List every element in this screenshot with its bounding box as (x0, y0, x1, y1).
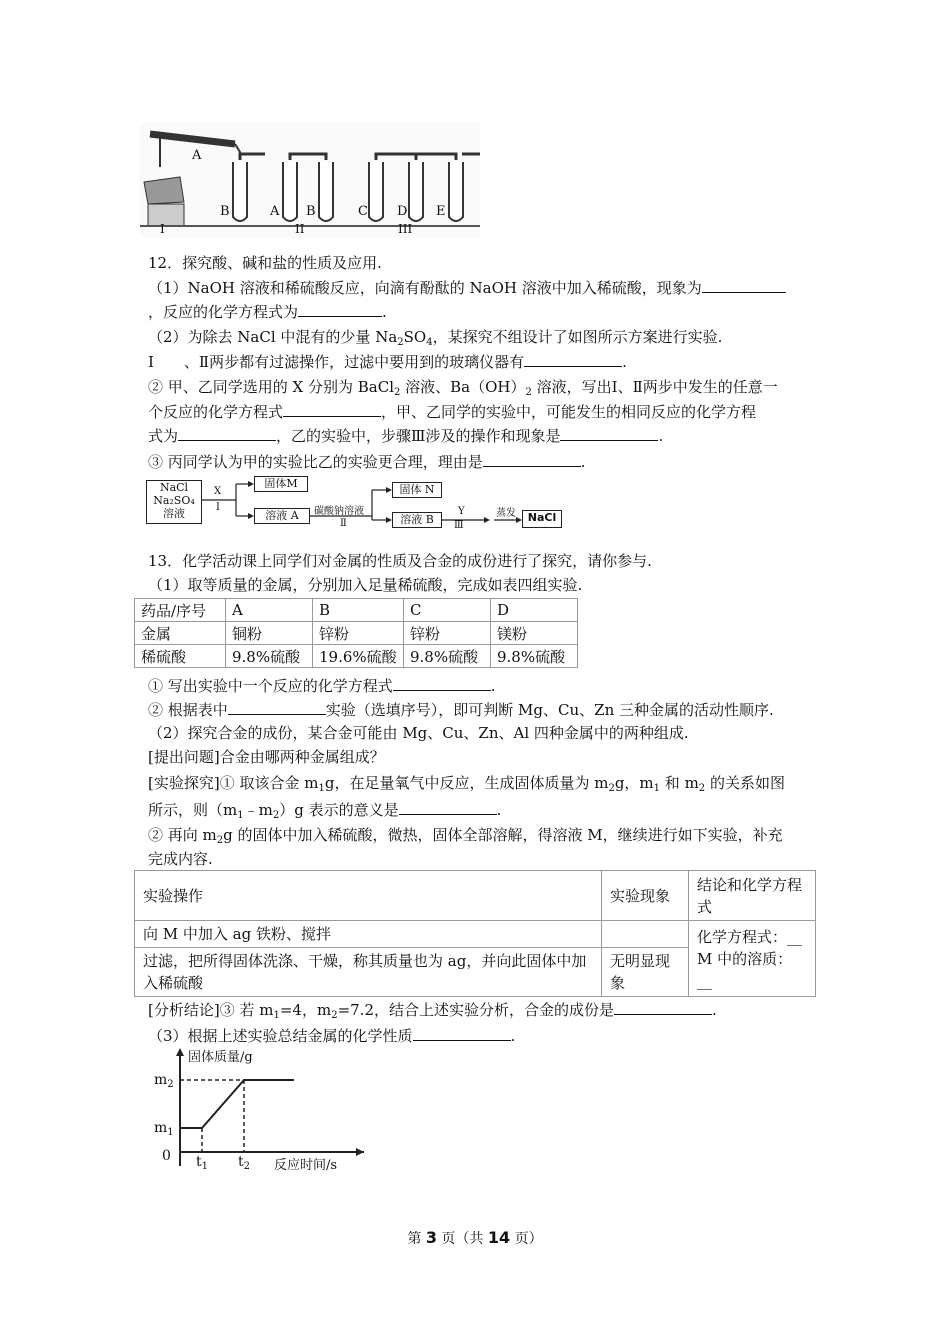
q13-ask (148, 746, 385, 768)
origin-label: 0 (162, 1148, 171, 1164)
table-cell: B (313, 599, 404, 622)
table-cell: 金属 (135, 622, 226, 645)
table-row (135, 871, 816, 921)
table-cell: 锌粉 (404, 622, 491, 645)
t: g 的固体中加入稀硫酸，微热，固体全部溶解，得溶液 M，继续进行如下实验，补充 (223, 826, 783, 844)
subscript: 1 (653, 783, 661, 794)
label-b2: B (306, 204, 316, 219)
step-i: Ⅰ (216, 502, 220, 513)
subscript: 2 (397, 337, 404, 348)
reagent-y: Y (458, 506, 465, 517)
q12-p1b-text: ，反应的化学方程式为 (148, 303, 299, 321)
q13-ask-text: [提出问题]合金由哪两种金属组成？ (148, 748, 385, 766)
start-nacl: NaCl (159, 481, 189, 494)
t: 的关系如图 (705, 774, 785, 792)
page-number: 3 (425, 1228, 437, 1247)
sodium-carbonate-label: 碳酸钠溶液 (314, 506, 364, 517)
period: . (382, 303, 387, 321)
metals-table (134, 598, 578, 668)
solution-b-box: 溶液 B (392, 512, 442, 528)
m1-label (154, 1120, 174, 1138)
footer-text: 第 (407, 1231, 426, 1247)
table-cell: 向 M 中加入 ag 铁粉、搅拌 (135, 921, 602, 948)
table-cell: 19.6%硫酸 (313, 645, 404, 668)
t: =4，m (279, 1001, 332, 1019)
q12-title-text: 12．探究酸、碱和盐的性质及应用. (148, 254, 382, 272)
q12-s2-cont (148, 400, 756, 423)
y-arrow (176, 1048, 184, 1056)
q13-p2-text: （2）探究合金的成份，某合金可能由 Mg、Cu、Zn、Al 四种金属中的两种组成. (148, 724, 689, 742)
period: . (712, 1001, 717, 1019)
table-cell: 铜粉 (226, 622, 313, 645)
evaporate-label: 蒸发 (496, 508, 516, 519)
subscript: 2 (394, 387, 401, 398)
q12-s2g-text: ，乙的实验中，步骤Ⅲ涉及的操作和现象是 (276, 427, 561, 445)
q13-q2 (148, 698, 774, 721)
q12-s2d-text: 个反应的化学方程式 (148, 403, 284, 421)
apparatus-drawing (140, 122, 480, 238)
t: g，m (614, 774, 654, 792)
start-box (146, 480, 202, 524)
blank[interactable] (560, 424, 658, 441)
table-cell: 锌粉 (313, 622, 404, 645)
q13-p1 (148, 574, 582, 596)
blank[interactable] (413, 1024, 511, 1041)
group-ii: II (295, 222, 305, 236)
flow-diagram (144, 474, 564, 532)
table-cell: 实验现象 (602, 871, 689, 921)
subscript: 2 (608, 783, 615, 794)
q12-s1-text: Ⅰ 、Ⅱ两步都有过滤操作，过滤中要用到的玻璃仪器有 (148, 353, 525, 371)
q12-s2-text: ② 甲、乙同学选用的 X 分别为 BaCl (148, 378, 394, 396)
t: [实验探究]① 取该合金 m (148, 774, 319, 792)
blank[interactable] (483, 450, 581, 467)
period: . (658, 427, 664, 445)
t-text: t (196, 1154, 202, 1170)
q12-s2c-text: 溶液，写出Ⅰ、Ⅱ两步中发生的任意一 (531, 378, 778, 396)
experiment-table (134, 870, 816, 997)
q13-q2-text: ② 根据表中 (148, 701, 228, 719)
period: . (580, 453, 586, 471)
subscript: 1 (273, 1010, 280, 1021)
subscript: 2 (698, 783, 706, 794)
period: . (510, 1027, 516, 1045)
equation-blank[interactable]: 化学方程式：__ (697, 927, 803, 946)
page-footer (0, 1228, 950, 1248)
subscript: 1 (237, 810, 244, 821)
period: . (496, 801, 502, 819)
q12-s1 (148, 350, 627, 373)
table-cell: 无明显现象 (602, 948, 689, 997)
table-row (135, 921, 816, 948)
q12-p1-cont (148, 300, 387, 323)
table-cell: 9.8%硫酸 (491, 645, 578, 668)
t: 完成内容. (148, 850, 213, 868)
label-b1: B (220, 204, 230, 219)
start-na2so4: Na₂SO₄ (153, 494, 195, 507)
t: ）g 表示的意义是 (279, 801, 399, 819)
step-iii: Ⅲ (454, 520, 464, 531)
table-row (135, 645, 578, 668)
t-text: t (238, 1154, 244, 1170)
q12-p1-text: （1）NaOH 溶液和稀硫酸反应，向滴有酚酞的 NaOH 溶液中加入稀硫酸，现象为 (148, 279, 702, 297)
mass-time-graph (144, 1048, 368, 1176)
label-a2: A (270, 204, 280, 219)
m-text: m (154, 1072, 168, 1088)
blank[interactable] (178, 424, 276, 441)
blank[interactable] (283, 400, 381, 417)
total-pages: 14 (487, 1228, 511, 1247)
q13-exp3 (148, 824, 783, 852)
table-cell: 实验操作 (135, 871, 602, 921)
q12-title (148, 252, 382, 274)
q13-exp3-cont (148, 848, 213, 870)
q13-p2 (148, 722, 689, 744)
blank[interactable] (228, 698, 326, 715)
q13-p1-text: （1）取等质量的金属，分别加入足量稀硫酸，完成如表四组实验. (148, 576, 583, 594)
footer-text: 页） (510, 1231, 543, 1247)
step-ii: Ⅱ (340, 518, 347, 529)
solid-m-box: 固体M (254, 476, 308, 492)
blank[interactable] (524, 350, 622, 367)
label-c: C (358, 204, 368, 219)
group-i: I (160, 222, 165, 236)
footer-text: 页（共 (436, 1231, 488, 1247)
q13-title-text: 13．化学活动课上同学们对金属的性质及合金的成份进行了探究，请你参与. (148, 552, 652, 570)
q13-p3 (148, 1024, 515, 1047)
q12-s2b-text: 溶液、Ba（OH） (400, 378, 526, 396)
table-cell: 9.8%硫酸 (404, 645, 491, 668)
q13-title (148, 550, 652, 572)
subscript: 1 (318, 783, 325, 794)
x-axis-label: 反应时间/s (274, 1158, 338, 1173)
label-a1: A (192, 148, 202, 163)
subscript: 2 (331, 1010, 338, 1021)
label-d: D (397, 204, 408, 219)
q12-p2c-text: ，某探究不组设计了如图所示方案进行实验. (432, 328, 723, 346)
q12-s2f-text: 式为 (148, 427, 179, 445)
table-cell[interactable] (602, 921, 689, 948)
subscript: 1 (201, 1161, 209, 1172)
q13-q1-text: ① 写出实验中一个反应的化学方程式 (148, 677, 393, 695)
t: =7.2，结合上述实验分析，合金的成份是 (337, 1001, 614, 1019)
q13-q1 (148, 674, 496, 697)
q12-s3-text: ③ 丙同学认为甲的实验比乙的实验更合理，理由是 (148, 453, 483, 471)
apparatus-figure (140, 122, 480, 238)
table-cell: 过滤，把所得固体洗涤、干燥，称其质量也为 ag，并向此固体中加入稀硫酸 (135, 948, 602, 997)
table-cell: 镁粉 (491, 622, 578, 645)
q12-s2-cont2 (148, 424, 663, 447)
start-solution: 溶液 (163, 507, 185, 520)
table-row (135, 599, 578, 622)
q13-exp2 (148, 798, 501, 827)
conclusion-cell[interactable] (689, 921, 816, 997)
blank[interactable] (399, 798, 497, 815)
table-cell: A (226, 599, 313, 622)
t: ② 再向 m (148, 826, 217, 844)
solid-n-box: 固体 N (392, 482, 442, 498)
label-e: E (436, 204, 446, 219)
q12-p1 (148, 276, 786, 299)
subscript: 4 (426, 337, 433, 348)
table-cell: 稀硫酸 (135, 645, 226, 668)
solute-blank[interactable]: M 中的溶质：__ (697, 949, 793, 990)
reagent-x: X (214, 486, 222, 497)
t: [分析结论]③ 若 m (148, 1001, 274, 1019)
q12-p2b-text: SO (403, 328, 427, 346)
subscript: 2 (525, 387, 532, 398)
table-cell: 9.8%硫酸 (226, 645, 313, 668)
table-cell: 结论和化学方程式 (689, 871, 816, 921)
period: . (622, 353, 627, 371)
blank[interactable] (298, 300, 382, 317)
t: 和 m (660, 774, 699, 792)
q13-q2b-text: 实验（选填序号），即可判断 Mg、Cu、Zn 三种金属的活动性顺序. (325, 701, 774, 719)
period: . (490, 677, 496, 695)
t: g，在足量氧气中反应，生成固体质量为 m (324, 774, 609, 792)
subscript: 2 (243, 1161, 251, 1172)
q13-conc (148, 998, 717, 1027)
group-iii: III (398, 222, 413, 236)
m-text: m (154, 1120, 168, 1136)
y-axis-label: 固体质量/g (188, 1050, 253, 1065)
nacl-box: NaCl (522, 510, 562, 528)
table-cell: C (404, 599, 491, 622)
blank[interactable] (393, 674, 491, 691)
subscript: 2 (216, 835, 224, 846)
t: ﹣m (243, 801, 273, 819)
q12-s2e-text: ，甲、乙同学的实验中，可能发生的相同反应的化学方程 (381, 403, 757, 421)
blank[interactable] (702, 276, 786, 293)
x-arrow (356, 1148, 364, 1156)
q13-exp1 (148, 772, 785, 800)
blank[interactable] (614, 998, 712, 1015)
m2-label (154, 1072, 174, 1090)
table-row (135, 622, 578, 645)
t2-label (238, 1154, 250, 1172)
t: 所示，则（m (148, 801, 238, 819)
subscript: 1 (167, 1127, 174, 1138)
t: （3）根据上述实验总结金属的化学性质 (148, 1027, 413, 1045)
solution-a-box: 溶液 A (254, 508, 310, 524)
subscript: 2 (167, 1079, 174, 1090)
mass-curve (180, 1080, 294, 1128)
table-cell: D (491, 599, 578, 622)
q12-p2-text: （2）为除去 NaCl 中混有的少量 Na (148, 328, 398, 346)
t1-label (196, 1154, 208, 1172)
table-cell: 药品/序号 (135, 599, 226, 622)
subscript: 2 (272, 810, 280, 821)
q12-s3 (148, 450, 586, 473)
